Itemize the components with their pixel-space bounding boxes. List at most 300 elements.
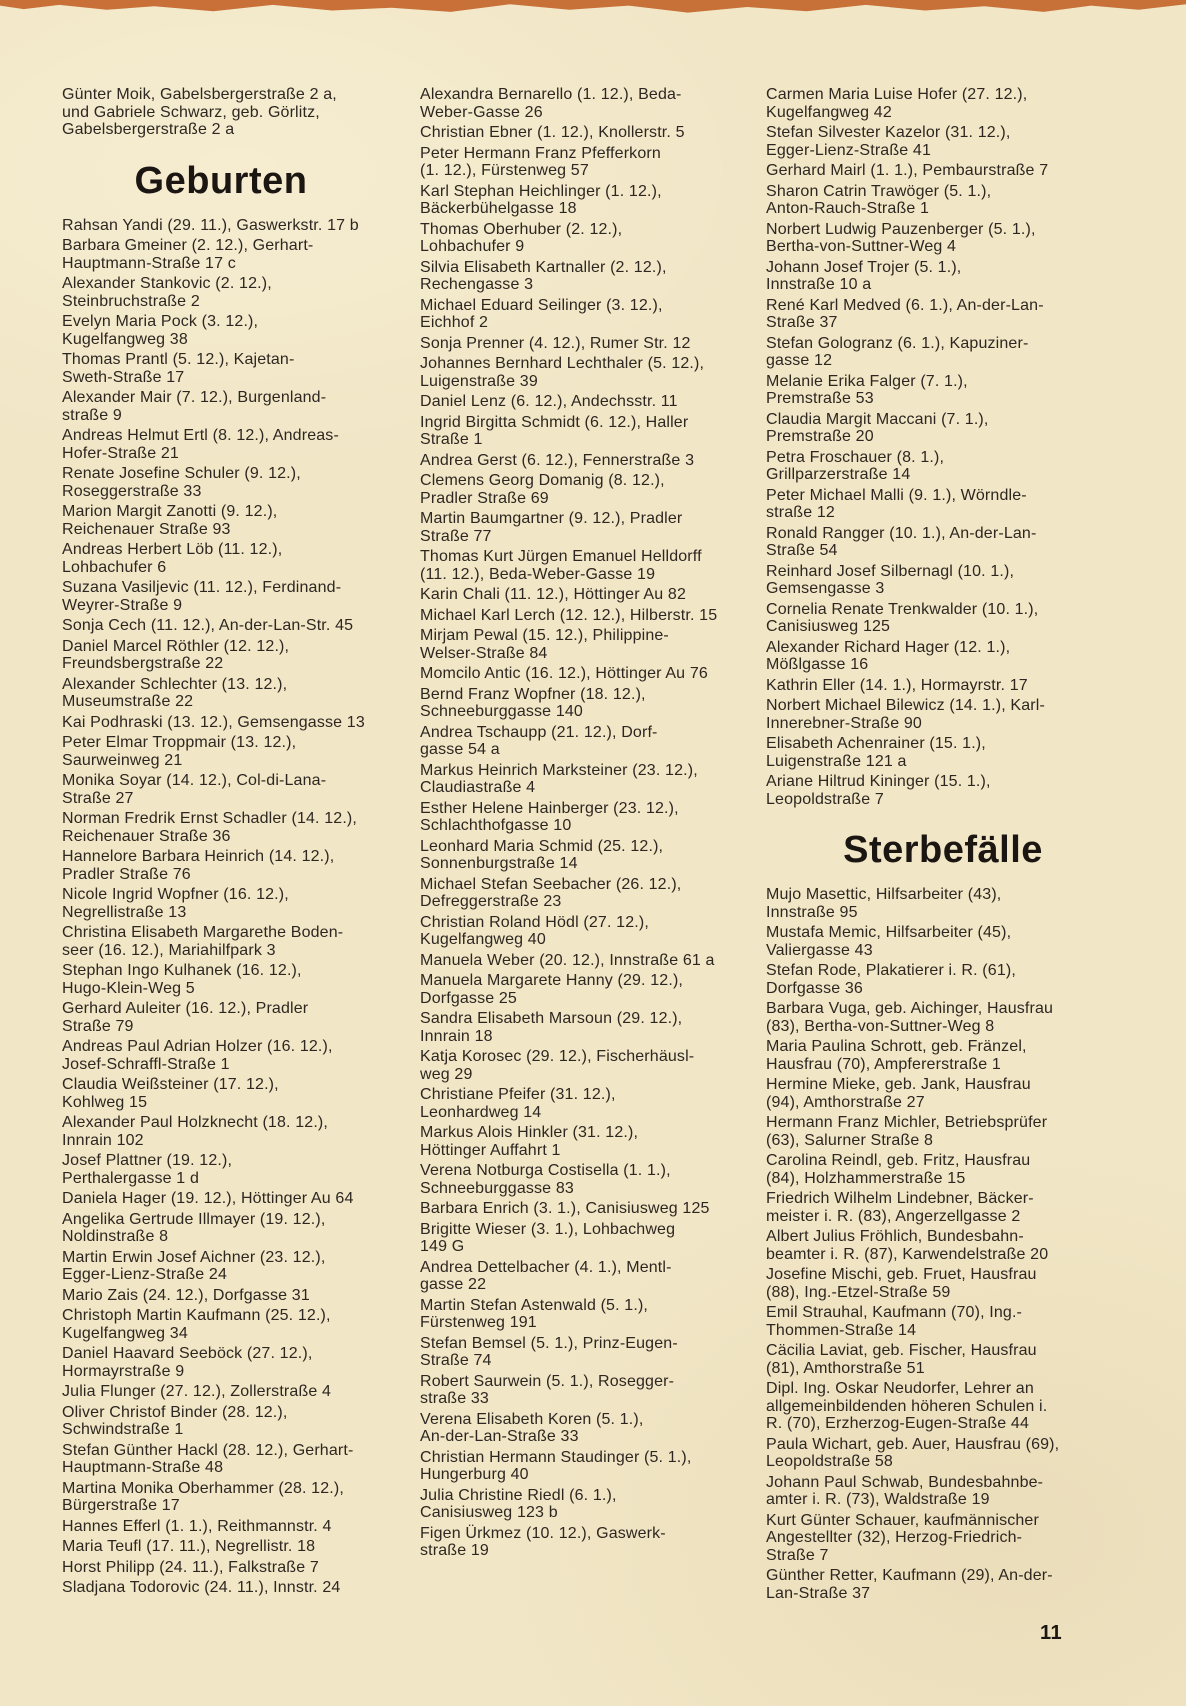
entry-line: Peter Elmar Troppmair (13. 12.), xyxy=(62,734,297,751)
entry-line: Andrea Gerst (6. 12.), Fennerstraße 3 xyxy=(420,451,695,469)
entry-line: Ronald Rangger (10. 1.), An-der-Lan- xyxy=(766,524,1037,542)
entry-line: Barbara Enrich (3. 1.), Canisiusweg 125 xyxy=(420,1200,710,1217)
entry-line: (11. 12.), Beda-Weber-Gasse 19 xyxy=(420,565,656,583)
entry-line: amter i. R. (73), Waldstraße 19 xyxy=(766,1491,990,1508)
entry-line: Paula Wichart, geb. Auer, Hausfrau (69), xyxy=(766,1435,1060,1453)
entry-line: Karin Chali (11. 12.), Höttinger Au 82 xyxy=(420,586,686,603)
record-entry xyxy=(62,1307,380,1342)
entry-line: meister i. R. (83), Angerzellgasse 2 xyxy=(766,1207,1021,1225)
entry-line: Claudia Weißsteiner (17. 12.), xyxy=(62,1076,279,1093)
record-entry xyxy=(420,510,744,545)
entry-line: Leonhard Maria Schmid (25. 12.), xyxy=(420,837,664,855)
entry-line: Grillparzerstraße 14 xyxy=(766,466,911,483)
entry-line: Norbert Michael Bilewicz (14. 1.), Karl- xyxy=(766,697,1045,714)
entry-line: 149 G xyxy=(420,1238,465,1255)
record-entry xyxy=(766,1436,1120,1471)
entry-line: Straße 7 xyxy=(766,1546,829,1564)
record-entry xyxy=(62,772,380,807)
record-entry xyxy=(420,1200,744,1218)
entry-line: Norman Fredrik Ernst Schadler (14. 12.), xyxy=(62,810,357,827)
entry-line: Michael Karl Lerch (12. 12.), Hilberstr. 15 xyxy=(420,606,718,624)
entry-line: (94), Amthorstraße 27 xyxy=(766,1093,925,1111)
entry-line: beamter i. R. (87), Karwendelstraße 20 xyxy=(766,1245,1049,1263)
entry-line: straße 19 xyxy=(420,1542,489,1559)
record-entry xyxy=(420,1124,744,1159)
entry-line: Esther Helene Hainberger (23. 12.), xyxy=(420,799,679,817)
entry-line: Michael Stefan Seebacher (26. 12.), xyxy=(420,875,682,893)
entry-line: Christina Elisabeth Margarethe Boden- xyxy=(62,924,344,941)
entry-line: Sweth-Straße 17 xyxy=(62,368,185,386)
record-entry xyxy=(420,335,744,353)
record-entry xyxy=(766,1038,1120,1073)
record-entry xyxy=(766,601,1120,636)
record-entry xyxy=(62,1114,380,1149)
entry-line: Hannelore Barbara Heinrich (14. 12.), xyxy=(62,848,335,865)
entry-line: Christiane Pfeifer (31. 12.), xyxy=(420,1086,616,1103)
record-entry xyxy=(766,1474,1120,1509)
record-entry xyxy=(766,124,1120,159)
entry-line: Schneeburggasse 140 xyxy=(420,703,583,720)
record-entry xyxy=(766,487,1120,522)
record-entry xyxy=(766,335,1120,370)
entry-line: Silvia Elisabeth Kartnaller (2. 12.), xyxy=(420,258,667,276)
record-entry xyxy=(420,1487,744,1522)
record-entry xyxy=(420,259,744,294)
record-entry xyxy=(420,414,744,449)
column-right xyxy=(766,86,1120,1605)
record-entry xyxy=(420,1259,744,1294)
entry-line: Stefan Silvester Kazelor (31. 12.), xyxy=(766,124,1011,141)
record-entry xyxy=(420,472,744,507)
entry-line: Hannes Efferl (1. 1.), Reithmannstr. 4 xyxy=(62,1517,332,1535)
record-entry xyxy=(62,810,380,845)
entry-line: Kugelfangweg 40 xyxy=(420,931,546,948)
record-entry xyxy=(420,876,744,911)
entry-line: Dipl. Ing. Oskar Neudorfer, Lehrer an xyxy=(766,1380,1034,1397)
entry-line: (1. 12.), Fürstenweg 57 xyxy=(420,162,589,179)
entry-line: Daniel Lenz (6. 12.), Andechsstr. 11 xyxy=(420,393,678,410)
entry-line: Stefan Bemsel (5. 1.), Prinz-Eugen- xyxy=(420,1334,678,1352)
record-entry xyxy=(420,972,744,1007)
entry-line: Michael Eduard Seilinger (3. 12.), xyxy=(420,296,663,314)
entry-line: Straße 27 xyxy=(62,789,134,807)
entry-line: Suzana Vasiljevic (11. 12.), Ferdinand- xyxy=(62,579,342,596)
entry-line: Rahsan Yandi (29. 11.), Gaswerkstr. 17 b xyxy=(62,216,359,234)
entry-line: Hausfrau (70), Ampfererstraße 1 xyxy=(766,1055,1001,1073)
entry-line: Josefine Mischi, geb. Fruet, Hausfrau xyxy=(766,1266,1037,1283)
entry-line: Kugelfangweg 38 xyxy=(62,330,188,348)
entry-line: gasse 54 a xyxy=(420,741,500,758)
record-entry xyxy=(62,886,380,921)
entry-line: Manuela Weber (20. 12.), Innstraße 61 a xyxy=(420,951,715,969)
entry-line: Hauptmann-Straße 17 c xyxy=(62,254,236,272)
record-entry xyxy=(766,162,1120,180)
entry-line: Andreas Helmut Ertl (8. 12.), Andreas- xyxy=(62,427,339,444)
record-entry xyxy=(766,1000,1120,1035)
record-entry xyxy=(62,237,380,272)
record-entry xyxy=(766,221,1120,256)
section-title-deaths: Sterbefälle xyxy=(843,829,1043,871)
entry-line: gasse 22 xyxy=(420,1276,487,1293)
entry-line: Premstraße 53 xyxy=(766,390,874,407)
entry-line: Saurweinweg 21 xyxy=(62,751,183,769)
record-entry xyxy=(766,373,1120,408)
entry-line: Melanie Erika Falger (7. 1.), xyxy=(766,372,968,390)
entry-line: Kurt Günter Schauer, kaufmännischer xyxy=(766,1511,1039,1529)
entry-line: Johann Josef Trojer (5. 1.), xyxy=(766,258,962,276)
entry-line: Egger-Lienz-Straße 41 xyxy=(766,141,932,159)
entry-line: Gemsengasse 3 xyxy=(766,580,885,597)
entry-line: Bertha-von-Suttner-Weg 4 xyxy=(766,238,957,255)
record-entry xyxy=(766,1190,1120,1225)
record-entry xyxy=(420,627,744,662)
entry-line: Schneeburggasse 83 xyxy=(420,1179,574,1197)
entry-line: Kugelfangweg 42 xyxy=(766,103,892,121)
entry-line: Verena Notburga Costisella (1. 1.), xyxy=(420,1162,671,1179)
entry-line: gasse 12 xyxy=(766,352,833,369)
entry-line: Evelyn Maria Pock (3. 12.), xyxy=(62,313,259,330)
entry-line: Reichenauer Straße 36 xyxy=(62,827,231,845)
entry-line: Verena Elisabeth Koren (5. 1.), xyxy=(420,1410,644,1428)
record-entry xyxy=(766,886,1120,921)
record-entry xyxy=(62,1152,380,1187)
record-entry xyxy=(420,586,744,604)
record-entry xyxy=(420,952,744,970)
record-entry xyxy=(420,838,744,873)
entry-line: Christian Roland Hödl (27. 12.), xyxy=(420,913,649,931)
entry-line: Markus Heinrich Marksteiner (23. 12.), xyxy=(420,761,698,779)
entry-line: straße 12 xyxy=(766,504,835,521)
entry-line: Oliver Christof Binder (28. 12.), xyxy=(62,1403,288,1421)
record-entry xyxy=(766,1266,1120,1301)
entry-line: Fürstenweg 191 xyxy=(420,1314,537,1331)
record-entry xyxy=(766,1076,1120,1111)
entry-line: Alexander Schlechter (13. 12.), xyxy=(62,675,288,693)
record-entry xyxy=(420,221,744,256)
entry-line: Lohbachufer 9 xyxy=(420,238,525,255)
entry-line: Manuela Margarete Hanny (29. 12.), xyxy=(420,972,684,989)
record-entry xyxy=(62,617,380,635)
entry-line: Martina Monika Oberhammer (28. 12.), xyxy=(62,1479,344,1497)
entry-line: Alexandra Bernarello (1. 12.), Beda- xyxy=(420,86,682,103)
entry-line: Alexander Paul Holzknecht (18. 12.), xyxy=(62,1114,328,1131)
entry-line: René Karl Medved (6. 1.), An-der-Lan- xyxy=(766,296,1044,314)
entry-line: Carolina Reindl, geb. Fritz, Hausfrau xyxy=(766,1152,1031,1169)
record-entry xyxy=(62,1383,380,1401)
entry-line: Lohbachufer 6 xyxy=(62,558,167,576)
entry-line: Reinhard Josef Silbernagl (10. 1.), xyxy=(766,562,1015,580)
record-entry xyxy=(766,183,1120,218)
entry-line: Maria Teufl (17. 11.), Negrellistr. 18 xyxy=(62,1538,316,1555)
entry-line: Angelika Gertrude Illmayer (19. 12.), xyxy=(62,1210,326,1228)
entry-line: Hauptmann-Straße 48 xyxy=(62,1459,224,1476)
record-entry xyxy=(420,1335,744,1370)
entry-line: Pradler Straße 76 xyxy=(62,865,191,883)
entry-line: Cäcilia Laviat, geb. Fischer, Hausfrau xyxy=(766,1342,1037,1359)
record-entry xyxy=(766,1304,1120,1339)
record-entry xyxy=(62,579,380,614)
record-entry xyxy=(766,411,1120,446)
entry-line: Mustafa Memic, Hilfsarbeiter (45), xyxy=(766,924,1012,941)
entry-line: Stefan Gologranz (6. 1.), Kapuziner- xyxy=(766,334,1029,352)
entry-line: Valiergasse 43 xyxy=(766,941,873,959)
entry-line: Emil Strauhal, Kaufmann (70), Ing.- xyxy=(766,1304,1023,1321)
record-entry xyxy=(766,563,1120,598)
entry-line: Günter Moik, Gabelsbergerstraße 2 a, xyxy=(62,86,337,103)
record-entry xyxy=(62,848,380,883)
entry-line: Innerebner-Straße 90 xyxy=(766,714,922,732)
record-entry xyxy=(420,145,744,180)
entry-line: Julia Christine Riedl (6. 1.), xyxy=(420,1486,617,1504)
entry-line: Lan-Straße 37 xyxy=(766,1584,871,1602)
entry-line: Christian Hermann Staudinger (5. 1.), xyxy=(420,1448,692,1466)
entry-line: Andrea Tschaupp (21. 12.), Dorf- xyxy=(420,723,658,741)
record-entry xyxy=(62,541,380,576)
entry-line: Thomas Kurt Jürgen Emanuel Helldorff xyxy=(420,548,702,565)
record-entry xyxy=(766,677,1120,695)
record-entry xyxy=(766,1152,1120,1187)
entry-line: Renate Josefine Schuler (9. 12.), xyxy=(62,465,301,482)
entry-line: Claudiastraße 4 xyxy=(420,779,536,796)
record-entry xyxy=(766,1567,1120,1602)
entry-line: Hofer-Straße 21 xyxy=(62,444,179,462)
entry-line: Leonhardweg 14 xyxy=(420,1103,542,1121)
entry-line: Alexander Mair (7. 12.), Burgenland- xyxy=(62,389,327,406)
entry-line: Barbara Vuga, geb. Aichinger, Hausfrau xyxy=(766,1000,1054,1017)
entry-line: Markus Alois Hinkler (31. 12.), xyxy=(420,1124,639,1141)
entry-line: weg 29 xyxy=(420,1065,473,1083)
record-entry xyxy=(766,525,1120,560)
record-entry xyxy=(62,275,380,310)
entry-line: Premstraße 20 xyxy=(766,428,874,445)
entry-line: Rechengasse 3 xyxy=(420,276,534,293)
record-entry xyxy=(420,665,744,683)
entry-line: Angestellter (32), Herzog-Friedrich- xyxy=(766,1529,1023,1546)
record-entry xyxy=(62,313,380,348)
record-entry xyxy=(420,124,744,142)
entry-line: Nicole Ingrid Wopfner (16. 12.), xyxy=(62,886,289,903)
entry-line: Marion Margit Zanotti (9. 12.), xyxy=(62,503,278,520)
entry-line: Dorfgasse 36 xyxy=(766,979,863,997)
entry-line: Andrea Dettelbacher (4. 1.), Mentl- xyxy=(420,1258,672,1276)
record-entry xyxy=(62,1538,380,1556)
entry-line: Gabelsbergerstraße 2 a xyxy=(62,121,235,138)
entry-line: Peter Hermann Franz Pfefferkorn xyxy=(420,144,661,162)
entry-line: und Gabriele Schwarz, geb. Görlitz, xyxy=(62,103,320,121)
entry-line: Roseggerstraße 33 xyxy=(62,482,202,500)
record-entry xyxy=(62,962,380,997)
entry-line: R. (70), Erzherzog-Eugen-Straße 44 xyxy=(766,1415,1029,1432)
entry-line: allgemeinbildenden höheren Schulen i. xyxy=(766,1397,1048,1415)
record-entry xyxy=(62,1211,380,1246)
entry-line: Clemens Georg Domanig (8. 12.), xyxy=(420,472,665,489)
entry-line: Bäckerbühelgasse 18 xyxy=(420,200,577,217)
record-entry xyxy=(420,914,744,949)
entry-line: An-der-Lan-Straße 33 xyxy=(420,1428,579,1445)
record-entry xyxy=(420,355,744,390)
entry-line: Mario Zais (24. 12.), Dorfgasse 31 xyxy=(62,1286,310,1304)
entry-line: Kugelfangweg 34 xyxy=(62,1324,188,1342)
entry-line: Höttinger Auffahrt 1 xyxy=(420,1141,561,1159)
record-entry xyxy=(62,1076,380,1111)
entry-line: Mujo Masettic, Hilfsarbeiter (43), xyxy=(766,886,1002,903)
entry-line: Welser-Straße 84 xyxy=(420,644,548,662)
entry-line: Schlachthofgasse 10 xyxy=(420,817,572,834)
entry-line: Straße 74 xyxy=(420,1352,492,1369)
entry-line: Canisiusweg 123 b xyxy=(420,1504,558,1521)
entry-line: Stephan Ingo Kulhanek (16. 12.), xyxy=(62,962,302,979)
entry-line: Martin Baumgartner (9. 12.), Pradler xyxy=(420,510,683,527)
record-entry xyxy=(420,1086,744,1121)
entry-line: Thommen-Straße 14 xyxy=(766,1321,917,1339)
entry-line: Kohlweg 15 xyxy=(62,1093,148,1111)
record-entry xyxy=(420,86,744,121)
record-entry xyxy=(420,393,744,411)
entry-line: Innrain 18 xyxy=(420,1027,493,1045)
record-entry xyxy=(62,714,380,732)
record-entry xyxy=(420,1411,744,1446)
record-entry xyxy=(766,1114,1120,1149)
entry-line: Bürgerstraße 17 xyxy=(62,1497,180,1514)
entry-line: Mirjam Pewal (15. 12.), Philippine- xyxy=(420,627,669,644)
record-entry xyxy=(62,676,380,711)
entry-line: (83), Bertha-von-Suttner-Weg 8 xyxy=(766,1017,995,1035)
entry-line: Brigitte Wieser (3. 1.), Lohbachweg xyxy=(420,1220,676,1238)
record-entry xyxy=(766,1380,1120,1433)
entry-line: Maria Paulina Schrott, geb. Fränzel, xyxy=(766,1038,1027,1055)
entry-line: Weyrer-Straße 9 xyxy=(62,596,183,614)
entry-line: Monika Soyar (14. 12.), Col-di-Lana- xyxy=(62,772,327,789)
entry-line: (63), Salurner Straße 8 xyxy=(766,1131,934,1149)
record-entry xyxy=(420,548,744,583)
entry-line: Anton-Rauch-Straße 1 xyxy=(766,200,930,217)
entry-line: Straße 77 xyxy=(420,527,492,545)
entry-line: Thomas Oberhuber (2. 12.), xyxy=(420,220,623,238)
entry-line: Alexander Richard Hager (12. 1.), xyxy=(766,638,1011,656)
entry-line: Katja Korosec (29. 12.), Fischerhäusl- xyxy=(420,1048,695,1065)
record-entry xyxy=(62,1442,380,1477)
entry-line: Sladjana Todorovic (24. 11.), Innstr. 24 xyxy=(62,1579,341,1596)
record-entry xyxy=(766,735,1120,770)
record-entry xyxy=(420,686,744,721)
entry-line: Schwindstraße 1 xyxy=(62,1421,184,1438)
record-entry xyxy=(62,1000,380,1035)
entry-line: Reichenauer Straße 93 xyxy=(62,520,231,538)
entry-line: Robert Saurwein (5. 1.), Rosegger- xyxy=(420,1372,675,1390)
record-entry xyxy=(62,1559,380,1577)
entry-line: Horst Philipp (24. 11.), Falkstraße 7 xyxy=(62,1558,319,1576)
entry-line: Petra Froschauer (8. 1.), xyxy=(766,448,945,466)
entry-line: Albert Julius Fröhlich, Bundesbahn- xyxy=(766,1228,1024,1245)
record-entry xyxy=(62,503,380,538)
record-entry xyxy=(62,924,380,959)
record-entry xyxy=(766,297,1120,332)
entry-line: Dorfgasse 25 xyxy=(420,989,517,1007)
record-entry xyxy=(62,1038,380,1073)
entry-line: Alexander Stankovic (2. 12.), xyxy=(62,275,272,292)
record-entry xyxy=(766,86,1120,121)
entry-line: Noldinstraße 8 xyxy=(62,1228,169,1245)
record-entry xyxy=(766,1228,1120,1263)
column-left xyxy=(62,86,380,1600)
record-entry xyxy=(62,1287,380,1305)
entry-line: Sonja Cech (11. 12.), An-der-Lan-Str. 45 xyxy=(62,617,354,634)
entry-line: Ariane Hiltrud Kininger (15. 1.), xyxy=(766,773,991,790)
entry-line: Julia Flunger (27. 12.), Zollerstraße 4 xyxy=(62,1383,332,1400)
record-entry xyxy=(62,734,380,769)
entry-line: Thomas Prantl (5. 12.), Kajetan- xyxy=(62,351,295,368)
record-entry xyxy=(420,1010,744,1045)
entry-line: Eichhof 2 xyxy=(420,314,489,331)
record-entry xyxy=(420,800,744,835)
entry-line: Straße 79 xyxy=(62,1017,134,1035)
entry-line: Daniel Marcel Röthler (12. 12.), xyxy=(62,637,290,655)
entry-line: Ingrid Birgitta Schmidt (6. 12.), Haller xyxy=(420,413,689,431)
entry-line: Innstraße 10 a xyxy=(766,276,872,293)
entry-line: Friedrich Wilhelm Lindebner, Bäcker- xyxy=(766,1190,1034,1207)
entry-line: Martin Stefan Astenwald (5. 1.), xyxy=(420,1296,649,1314)
entry-line: seer (16. 12.), Mariahilfpark 3 xyxy=(62,941,276,959)
entry-line: Straße 54 xyxy=(766,542,838,559)
entry-line: Carmen Maria Luise Hofer (27. 12.), xyxy=(766,86,1028,103)
entry-line: Hormayrstraße 9 xyxy=(62,1362,185,1380)
entry-line: (81), Amthorstraße 51 xyxy=(766,1359,925,1377)
record-entry xyxy=(766,924,1120,959)
record-entry xyxy=(766,639,1120,674)
entry-line: Straße 37 xyxy=(766,314,838,331)
entry-line: Peter Michael Malli (9. 1.), Wörndle- xyxy=(766,486,1027,504)
entry-line: Steinbruchstraße 2 xyxy=(62,292,200,310)
entry-line: Sonja Prenner (4. 12.), Rumer Str. 12 xyxy=(420,334,691,352)
record-entry xyxy=(766,449,1120,484)
record-entry xyxy=(420,183,744,218)
entry-line: (84), Holzhammerstraße 15 xyxy=(766,1169,966,1187)
entry-line: Josef Plattner (19. 12.), xyxy=(62,1152,233,1169)
record-entry xyxy=(62,1518,380,1536)
record-entry xyxy=(62,1345,380,1380)
entry-line: Hugo-Klein-Weg 5 xyxy=(62,979,195,997)
record-entry xyxy=(766,773,1120,808)
entry-line: Sandra Elisabeth Marsoun (29. 12.), xyxy=(420,1010,683,1027)
entry-line: Daniel Haavard Seeböck (27. 12.), xyxy=(62,1345,313,1362)
section-title-births: Geburten xyxy=(134,159,308,202)
record-entry xyxy=(62,217,380,235)
entry-line: Sharon Catrin Trawöger (5. 1.), xyxy=(766,182,992,200)
entry-line: Josef-Schraffl-Straße 1 xyxy=(62,1055,230,1073)
entry-line: Innstraße 95 xyxy=(766,903,858,921)
entry-line: Gerhard Auleiter (16. 12.), Pradler xyxy=(62,1000,309,1017)
entry-line: Luigenstraße 39 xyxy=(420,372,538,390)
entry-line: Mößlgasse 16 xyxy=(766,656,869,673)
entry-line: Kathrin Eller (14. 1.), Hormayrstr. 17 xyxy=(766,676,1028,694)
record-entry xyxy=(766,697,1120,732)
record-entry xyxy=(420,1162,744,1197)
entry-line: Defreggerstraße 23 xyxy=(420,893,562,910)
record-entry xyxy=(62,1480,380,1515)
entry-line: Museumstraße 22 xyxy=(62,693,194,710)
entry-line: straße 9 xyxy=(62,406,122,424)
entry-line: Johann Paul Schwab, Bundesbahnbe- xyxy=(766,1473,1044,1491)
entry-line: Christian Ebner (1. 12.), Knollerstr. 5 xyxy=(420,124,685,141)
record-entry xyxy=(420,1449,744,1484)
record-entry xyxy=(420,1373,744,1408)
entry-line: Günther Retter, Kaufmann (29), An-der- xyxy=(766,1567,1053,1584)
entry-line: Negrellistraße 13 xyxy=(62,903,187,921)
entry-line: Pradler Straße 69 xyxy=(420,489,549,507)
entry-line: Leopoldstraße 7 xyxy=(766,790,884,808)
record-entry xyxy=(766,1512,1120,1565)
entry-line: Leopoldstraße 58 xyxy=(766,1453,893,1470)
